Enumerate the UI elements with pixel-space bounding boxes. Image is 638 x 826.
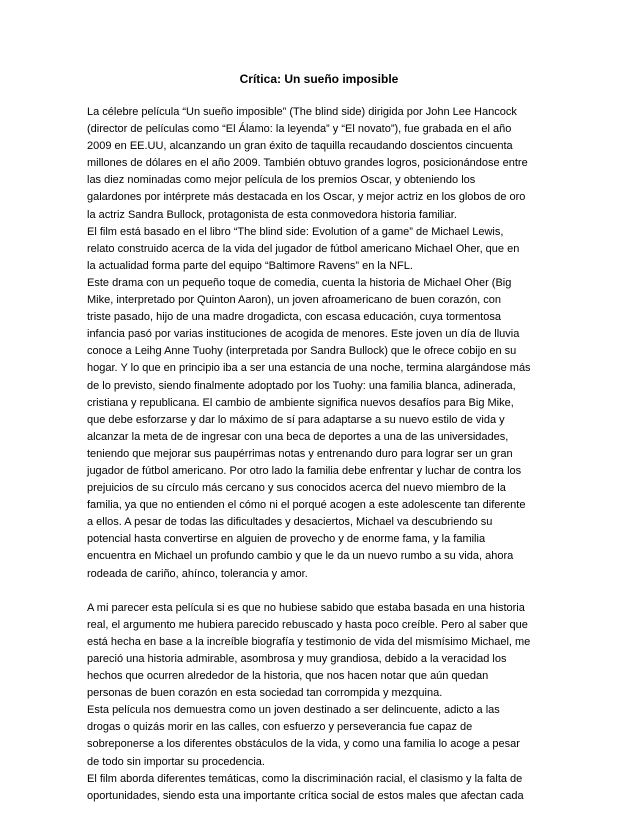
text-line: cristiana y republicana. El cambio de ambiente significa nuevos desafíos para Big Mike, — [87, 396, 514, 409]
text-line: de lo previsto, siendo finalmente adoptado por los Tuohy: una familia blanca, adinerada, — [87, 379, 516, 392]
text-line: 2009 en EE.UU, alcanzando un gran éxito de taquilla recaudando doscientos cincuenta — [87, 140, 513, 153]
text-line: real, el argumento me hubiera parecido rebuscado y hasta poco creíble. Pero al saber que — [87, 618, 528, 631]
text-line: Esta película nos demuestra como un joven destinado a ser delincuente, adicto a las — [87, 704, 500, 717]
text-line: relato construido acerca de la vida del jugador de fútbol americano Michael Oher, que en — [87, 242, 520, 255]
text-line: prejuicios de su círculo más cercano y sus conocidos acerca del nuevo miembro de la — [87, 482, 506, 495]
text-line: las diez nominadas como mejor película de los premios Oscar, y obteniendo los — [87, 174, 476, 187]
text-line: teniendo que mejorar sus paupérrimas notas y entrenando duro para lograr ser un gran — [87, 447, 513, 460]
text-line: la actualidad forma parte del equipo “Baltimore Ravens” en la NFL. — [87, 259, 413, 272]
text-line: la actriz Sandra Bullock, protagonista de esta conmovedora historia familiar. — [87, 208, 457, 221]
text-line: drogas o quizás morir en las calles, con esfuerzo y perseverancia fue capaz de — [87, 721, 473, 734]
text-line: El film aborda diferentes temáticas, como la discriminación racial, el clasismo y la falta de — [87, 772, 523, 785]
text-line: de todo sin importar su procedencia. — [87, 755, 265, 768]
text-line: sobreponerse a los diferentes obstáculos de la vida, y como una familia lo acoge a pesar — [87, 738, 520, 751]
text-line: Mike, interpretado por Quinton Aaron), un joven afroamericano de buen corazón, con — [87, 294, 501, 307]
text-line: Este drama con un pequeño toque de comedia, cuenta la historia de Michael Oher (Big — [87, 276, 512, 289]
text-line: encuentra en Michael un profundo cambio y que le da un nuevo rumbo a su vida, ahora — [87, 550, 514, 563]
text-line: a ellos. A pesar de todas las dificultades y desaciertos, Michael va descubriendo su — [87, 516, 493, 529]
text-line: conoce a Leihg Anne Tuohy (interpretada por Sandra Bullock) que le ofrece cobijo en su — [87, 345, 517, 358]
text-line: potencial hasta convertirse en alguien de provecho y de enorme fama, y la familia — [87, 533, 486, 546]
text-line: triste pasado, hijo de una madre drogadicta, con escasa educación, cuya tormentosa — [87, 311, 501, 324]
text-line: infancia pasó por varias instituciones de acogida de menores. Este joven un día de lluvia — [87, 328, 520, 341]
text-line: hechos que ocurren alrededor de la historia, que nos hacen notar que aún quedan — [87, 670, 489, 683]
text-line: (director de películas como “El Álamo: la leyenda” y “El novato”), fue grabada en el año — [87, 123, 512, 136]
blank-line — [87, 583, 557, 600]
text-line: oportunidades, siendo esta una importante crítica social de estos males que afectan cada — [87, 789, 524, 802]
text-line: personas de buen corazón en esta sociedad tan corrompida y mezquina. — [87, 687, 443, 700]
text-line: alcanzar la meta de de ingresar con una beca de deportes a una de las universidades, — [87, 430, 509, 443]
text-line: está hecha en base a la increíble biografía y testimonio de vida del mismísimo Michael, me — [87, 635, 531, 648]
text-line: rodeada de cariño, ahínco, tolerancia y amor. — [87, 567, 308, 580]
text-line: millones de dólares en el año 2009. También obtuvo grandes logros, posicionándose entre — [87, 157, 528, 170]
document-title: Crítica: Un sueño imposible — [239, 72, 399, 86]
text-line: que debe esforzarse y dar lo máximo de sí para adaptarse a su nuevo estilo de vida y — [87, 413, 505, 426]
text-line: pareció una historia admirable, asombrosa y muy grandiosa, debido a la veracidad los — [87, 653, 507, 665]
document-body — [87, 104, 557, 805]
text-line: jugador de fútbol americano. Por otro lado la familia debe enfrentar y luchar de contra los — [87, 464, 522, 477]
text-line: El film está basado en el libro “The blind side: Evolution of a game” de Michael Lewis, — [87, 225, 504, 238]
text-line: familia, ya que no entienden el cómo ni el porqué acogen a este adolescente tan diferente — [87, 499, 526, 512]
text-line: A mi parecer esta película si es que no hubiese sabido que estaba basada en una historia — [87, 601, 525, 614]
text-line: hogar. Y lo que en principio iba a ser una estancia de una noche, termina alargándose más — [87, 362, 531, 375]
text-line: La célebre película “Un sueño imposible” (The blind side) dirigida por John Lee Hancock — [87, 106, 517, 118]
text-line: galardones por intérprete más destacada en los Oscar, y mejor actriz en los globos de oro — [87, 191, 526, 204]
